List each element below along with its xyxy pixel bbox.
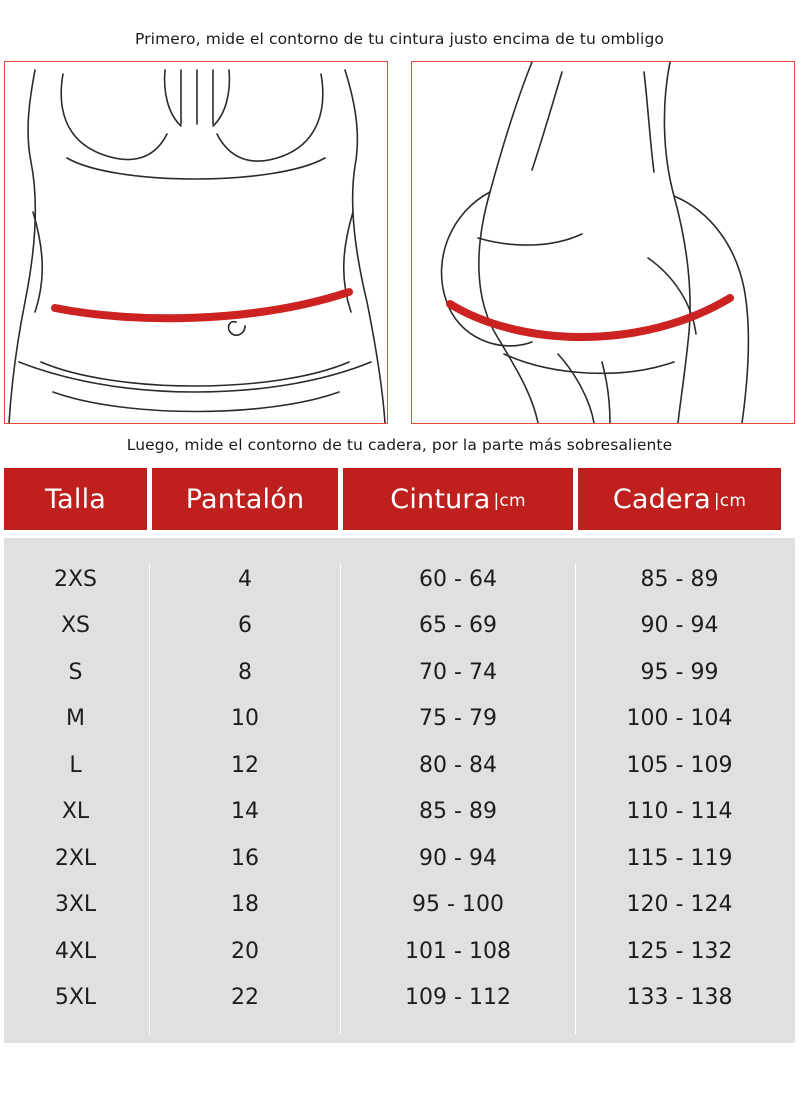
header-pantalon-label: Pantalón [185, 483, 305, 515]
hip-instruction-text: Luego, mide el contorno de tu cadera, por la parte más sobresaliente [126, 436, 673, 454]
cell-pantalon: 16 [152, 846, 338, 871]
side-hip-illustration [411, 61, 795, 424]
cell-cadera: 90 - 94 [640, 613, 719, 639]
header-talla [4, 468, 147, 530]
cell-cadera: 120 - 124 [626, 892, 733, 918]
cell-talla: 4XL [4, 939, 147, 964]
waist-measure-line [55, 292, 349, 318]
table-row [4, 928, 795, 975]
cell-pantalon: 10 [152, 706, 338, 731]
cell-cadera: 105 - 109 [626, 752, 733, 778]
table-row [4, 696, 795, 743]
table-row [4, 603, 795, 650]
header-cintura-unit: |cm [493, 491, 526, 511]
cell-talla: XS [4, 613, 147, 638]
size-table [0, 468, 799, 1043]
cell-cadera: 85 - 89 [640, 566, 719, 592]
header-talla-label: Talla [44, 483, 107, 515]
cell-cadera: 110 - 114 [626, 799, 733, 825]
cell-cadera: 115 - 119 [626, 845, 733, 871]
cell-talla: 2XS [4, 567, 147, 592]
cell-cintura: 75 - 79 [343, 706, 573, 731]
cell-cintura: 65 - 69 [343, 613, 573, 638]
header-cintura [343, 468, 573, 530]
cell-cadera: 125 - 132 [626, 938, 733, 964]
header-cintura-label: Cintura [390, 483, 491, 515]
cell-pantalon: 12 [152, 753, 338, 778]
table-row [4, 789, 795, 836]
cell-talla: 5XL [4, 985, 147, 1010]
front-waist-illustration [4, 61, 388, 424]
cell-pantalon: 4 [152, 567, 338, 592]
size-table-header-row [0, 468, 799, 530]
cell-talla: 3XL [4, 892, 147, 917]
table-row [4, 975, 795, 1022]
cell-talla: 2XL [4, 846, 147, 871]
cell-cintura: 85 - 89 [343, 799, 573, 824]
side-body-svg [412, 62, 794, 423]
cell-pantalon: 14 [152, 799, 338, 824]
cell-pantalon: 20 [152, 939, 338, 964]
table-row [4, 835, 795, 882]
cell-talla: XL [4, 799, 147, 824]
header-cadera-unit: |cm [713, 491, 747, 511]
table-row [4, 556, 795, 603]
cell-cintura: 90 - 94 [343, 846, 573, 871]
cell-pantalon: 8 [152, 660, 338, 685]
size-table-body [4, 538, 795, 1043]
cell-cadera: 100 - 104 [626, 706, 733, 732]
table-row [4, 742, 795, 789]
cell-cintura: 60 - 64 [343, 567, 573, 592]
table-row [4, 649, 795, 696]
cell-cadera: 95 - 99 [640, 659, 719, 685]
cell-cintura: 95 - 100 [343, 892, 573, 917]
waist-instruction-text: Primero, mide el contorno de tu cintura justo encima de tu ombligo [135, 30, 664, 48]
illustrations-row [0, 61, 799, 424]
cell-pantalon: 18 [152, 892, 338, 917]
header-pantalon [152, 468, 338, 530]
cell-pantalon: 22 [152, 985, 338, 1010]
cell-talla: M [4, 706, 147, 731]
header-cadera [578, 468, 781, 530]
cell-cintura: 80 - 84 [343, 753, 573, 778]
header-cadera-label: Cadera [612, 483, 711, 515]
table-row [4, 882, 795, 929]
cell-cintura: 70 - 74 [343, 660, 573, 685]
front-body-svg [5, 62, 387, 423]
hip-measure-line [450, 298, 730, 337]
cell-cadera: 133 - 138 [626, 985, 733, 1011]
cell-talla: L [4, 753, 147, 778]
cell-cintura: 101 - 108 [343, 939, 573, 964]
cell-talla: S [4, 660, 147, 685]
cell-pantalon: 6 [152, 613, 338, 638]
cell-cintura: 109 - 112 [343, 985, 573, 1010]
